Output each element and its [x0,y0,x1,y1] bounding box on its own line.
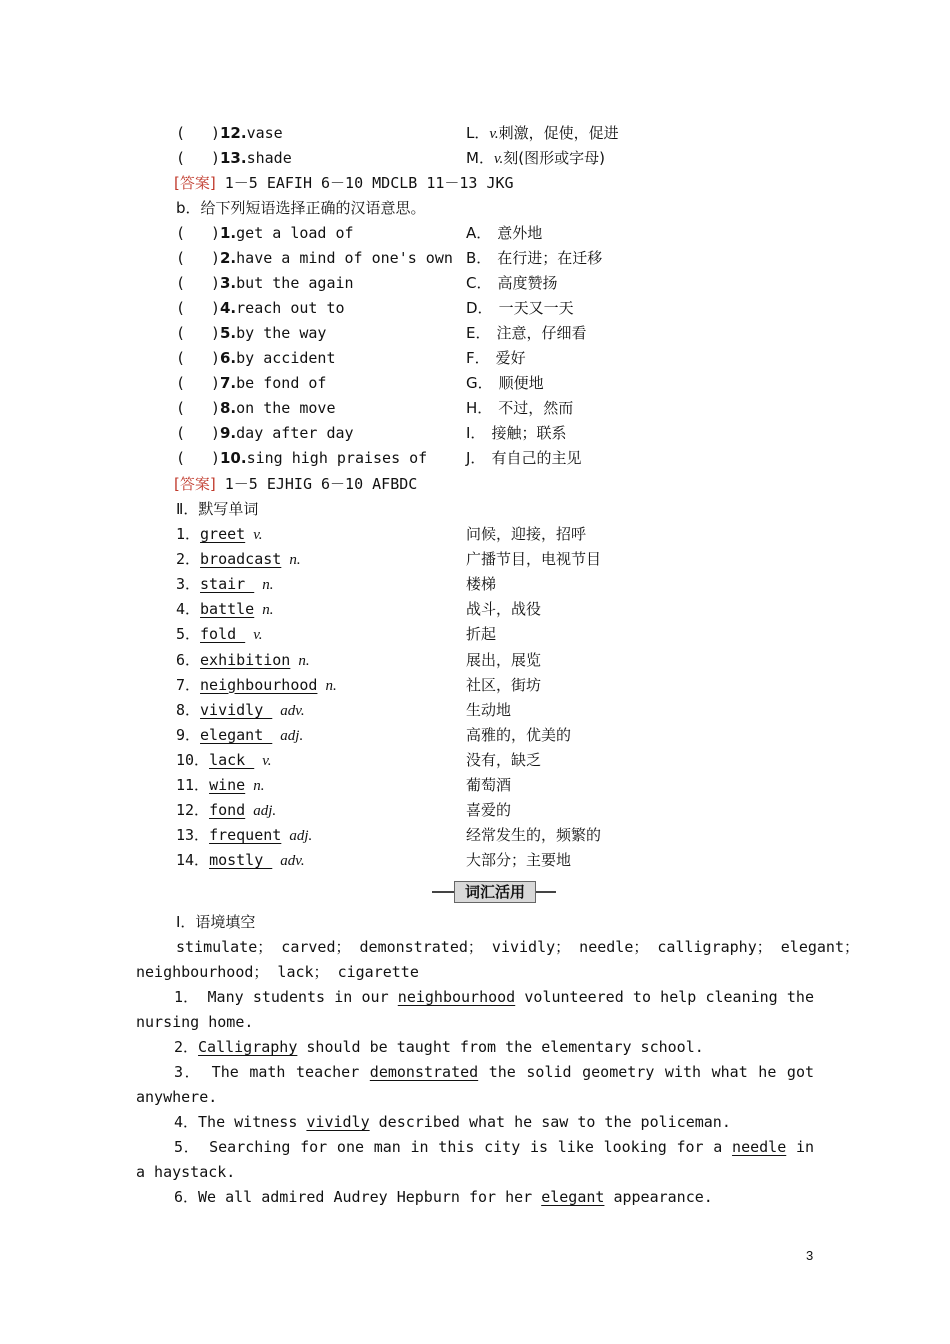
close-paren: ) [211,324,221,342]
word-meaning: 没有，缺乏 [466,750,542,769]
sentence-answer: needle [732,1138,787,1156]
option-letter: H． [466,399,493,417]
word-number: 8． [176,700,201,719]
word-row [176,798,276,822]
page-number: 3 [806,1248,814,1263]
item-number: 6. [220,349,237,367]
word-number: 14． [176,851,210,870]
part-of-speech: v. [253,627,263,644]
word-bank-line-2: neighbourhood； lack； cigarette [136,963,419,981]
item-term: day after day [236,424,354,442]
answer-line-1 [174,171,514,195]
item-number: 3. [220,274,237,292]
sentence-after: should be taught from the elementary school. [297,1038,704,1056]
word-number: 11． [176,776,210,794]
phrase-option [466,321,587,345]
word-answer: fond [209,801,246,820]
part-of-speech: adv. [280,702,305,719]
option-meaning: 注意，仔细看 [496,324,587,342]
item-term: on the move [236,399,336,417]
word-number: 5． [176,625,201,644]
close-paren: ) [211,299,221,317]
close-paren: ) [211,124,221,142]
part-of-speech: v. [493,151,504,167]
word-meaning: 广播节目，电视节目 [466,550,602,569]
word-answer: wine [209,776,246,794]
part-of-speech: n. [298,652,310,669]
word-row [176,673,337,697]
answer-tag: [答案] [174,174,216,192]
word-answer: broadcast [200,550,282,569]
item-number: 5. [220,324,237,342]
word-meaning: 楼梯 [466,575,497,594]
fill-sentence [136,985,814,1035]
sentence-after: volunteered to help cleaning the nursing home. [136,988,814,1031]
open-paren: ( [176,299,186,317]
open-paren: ( [176,274,186,292]
open-paren: ( [176,224,186,242]
phrase-option [466,446,581,470]
sentence-number: 3． [174,1063,202,1081]
open-paren: ( [176,149,186,167]
item-term: sing high praises of [246,449,428,467]
sentence-after: in a haystack. [136,1138,815,1181]
option-letter: C． [466,274,492,292]
option-meaning: 意外地 [497,224,543,242]
word-answer: lack [209,750,255,769]
item-term: but the again [236,274,354,292]
word-row [176,848,305,872]
phrase-option [466,296,574,320]
word-row [176,823,312,847]
close-paren: ) [211,349,221,367]
sentence-before: Many students in our [198,988,398,1006]
part-of-speech: v. [253,527,263,543]
word-row [176,597,273,621]
word-meaning: 展出，展览 [466,650,542,669]
open-paren: ( [176,399,186,417]
phrase-row [176,396,335,420]
word-answer: exhibition [200,650,291,669]
part-of-speech: n. [325,677,337,694]
word-meaning: 葡萄酒 [466,776,512,794]
part-of-speech: adj. [253,803,277,820]
open-paren: ( [176,349,186,367]
part-of-speech: n. [253,778,265,794]
word-answer: stair [200,575,255,594]
answer-text: 1－5 EAFIH 6－10 MDCLB 11－13 JKG [215,174,514,192]
word-answer: fold [200,625,246,644]
phrase-option [466,271,558,295]
option-meaning: 一天又一天 [498,299,574,317]
word-number: 9． [176,725,201,744]
item-number: 9. [220,424,237,442]
phrase-option [466,221,542,245]
option-meaning: 有自己的主见 [491,449,582,467]
sentence-after: appearance. [604,1188,713,1206]
section-fill-title: Ⅰ．语境填空 [176,913,256,931]
sentence-before: The witness [198,1113,307,1131]
part-of-speech: adv. [280,853,305,870]
match-row-13 [176,146,292,170]
option-M [466,146,605,170]
phrase-row [176,246,453,270]
option-L [466,121,619,145]
close-paren: ) [211,149,221,167]
word-number: 13． [176,826,210,845]
word-number: 1． [176,525,201,543]
phrase-option [466,346,526,370]
option-letter: M． [466,149,494,167]
option-letter: I． [466,424,486,442]
phrase-option [466,246,602,270]
sentence-before: The math teacher [201,1063,370,1081]
close-paren: ) [211,424,221,442]
item-number: 4. [220,299,237,317]
open-paren: ( [176,449,186,467]
word-answer: mostly [209,851,273,870]
answer-tag: [答案] [174,475,216,493]
item-number: 1. [220,224,237,242]
item-term: reach out to [236,299,345,317]
word-row [176,748,272,772]
word-meaning: 经常发生的，频繁的 [466,826,602,845]
item-number: 10. [220,449,247,467]
word-meaning: 高雅的，优美的 [466,725,572,744]
item-number: 2. [220,249,237,267]
word-row [176,622,262,646]
close-paren: ) [211,274,221,292]
word-answer: neighbourhood [200,675,318,694]
close-paren: ) [211,399,221,417]
option-letter: A． [466,224,492,242]
sentence-after: the solid geometry with what he got anywhere. [136,1063,815,1106]
word-meaning: 折起 [466,625,497,644]
close-paren: ) [211,249,221,267]
item-term: shade [246,149,292,167]
fill-sentence [136,1110,814,1135]
word-number: 7． [176,675,201,694]
phrase-row [176,296,345,320]
sentence-number: 4． [174,1113,199,1131]
phrase-option [466,421,566,445]
open-paren: ( [176,124,186,142]
word-meaning: 生动地 [466,700,512,719]
word-number: 10． [176,750,210,769]
word-number: 2． [176,550,201,569]
word-row [176,522,262,546]
sentence-answer: elegant [541,1188,605,1206]
item-term: vase [246,124,283,142]
phrase-row [176,221,354,245]
word-meaning: 喜爱的 [466,801,512,820]
option-meaning: 刺激，促使，促进 [498,124,619,142]
option-meaning: 不过，然而 [498,399,574,417]
option-letter: E． [466,324,491,342]
sentence-answer: Calligraphy [198,1038,298,1056]
word-number: 12． [176,801,210,820]
item-term: have a mind of one's own [236,249,453,267]
word-row [176,723,303,747]
fill-sentence [136,1035,814,1060]
open-paren: ( [176,424,186,442]
word-meaning: 问候，迎接，招呼 [466,525,587,543]
word-row [176,648,310,672]
fill-sentence [136,1135,814,1185]
item-term: be fond of [236,374,327,392]
option-meaning: 接触；联系 [491,424,567,442]
item-term: by accident [236,349,336,367]
word-number: 3． [176,575,201,594]
item-number: 12. [220,124,247,142]
word-answer: greet [200,525,246,543]
open-paren: ( [176,249,186,267]
open-paren: ( [176,324,186,342]
option-letter: D． [466,299,493,317]
sentence-before: Searching for one man in this city is like looking for a [199,1138,733,1156]
word-row [176,547,301,571]
sentence-number: 5． [174,1138,200,1156]
option-letter: B． [466,249,492,267]
sentence-number: 6． [174,1188,199,1206]
banner-line-left [432,891,456,893]
word-answer: elegant [200,725,273,744]
option-meaning: 刻(图形或字母) [503,149,605,167]
close-paren: ) [211,449,221,467]
option-letter: G． [466,374,493,392]
item-term: get a load of [236,224,354,242]
option-letter: J． [466,449,486,467]
close-paren: ) [211,374,221,392]
part-of-speech: n. [262,602,274,619]
phrase-row [176,371,326,395]
sentence-number: 2． [174,1038,199,1056]
option-meaning: 高度赞扬 [497,274,558,292]
word-bank-line-1: stimulate； carved； demonstrated； vividly； needle； calligraphy； elegant； [176,938,859,956]
word-meaning: 战斗，战役 [466,600,542,619]
option-meaning: 顺便地 [498,374,544,392]
part-of-speech: adj. [280,727,304,744]
close-paren: ) [211,224,221,242]
word-number: 4． [176,600,201,619]
item-term: by the way [236,324,327,342]
banner-title: 词汇活用 [454,881,536,903]
sentence-number: 1． [174,988,199,1006]
part-of-speech: v. [489,126,499,142]
option-letter: L． [466,124,490,142]
sentence-answer: neighbourhood [397,988,516,1006]
phrase-row [176,321,326,345]
sentence-after: described what he saw to the policeman. [369,1113,731,1131]
phrase-row [176,346,335,370]
word-row [176,572,273,596]
item-number: 7. [220,374,237,392]
section-b-title: b．给下列短语选择正确的汉语意思。 [176,199,426,217]
sentence-answer: vividly [306,1113,370,1131]
option-letter: F． [466,349,490,367]
phrase-option [466,371,544,395]
part-of-speech: v. [262,752,272,769]
open-paren: ( [176,374,186,392]
section-2-title: Ⅱ．默写单词 [176,500,259,518]
phrase-row [176,421,354,445]
phrase-row [176,446,427,470]
word-answer: vividly [200,700,273,719]
section-banner [432,880,556,904]
word-meaning: 社区，街坊 [466,675,542,694]
word-row [176,773,264,797]
word-answer: frequent [209,826,282,845]
item-number: 13. [220,149,247,167]
word-answer: battle [200,600,255,619]
word-row [176,698,305,722]
answer-text: 1－5 EJHIG 6－10 AFBDC [215,475,418,493]
option-meaning: 爱好 [495,349,526,367]
part-of-speech: n. [262,577,274,594]
item-number: 8. [220,399,237,417]
fill-sentence [136,1185,814,1210]
answer-line-2 [174,472,417,496]
sentence-answer: demonstrated [369,1063,479,1081]
word-number: 6． [176,650,201,669]
match-row-12 [176,121,283,145]
part-of-speech: n. [289,552,301,569]
part-of-speech: adj. [289,828,313,845]
phrase-row [176,271,354,295]
option-meaning: 在行进；在迁移 [497,249,603,267]
word-meaning: 大部分；主要地 [466,851,572,870]
sentence-before: We all admired Audrey Hepburn for her [198,1188,542,1206]
fill-sentence [136,1060,814,1110]
phrase-option [466,396,573,420]
